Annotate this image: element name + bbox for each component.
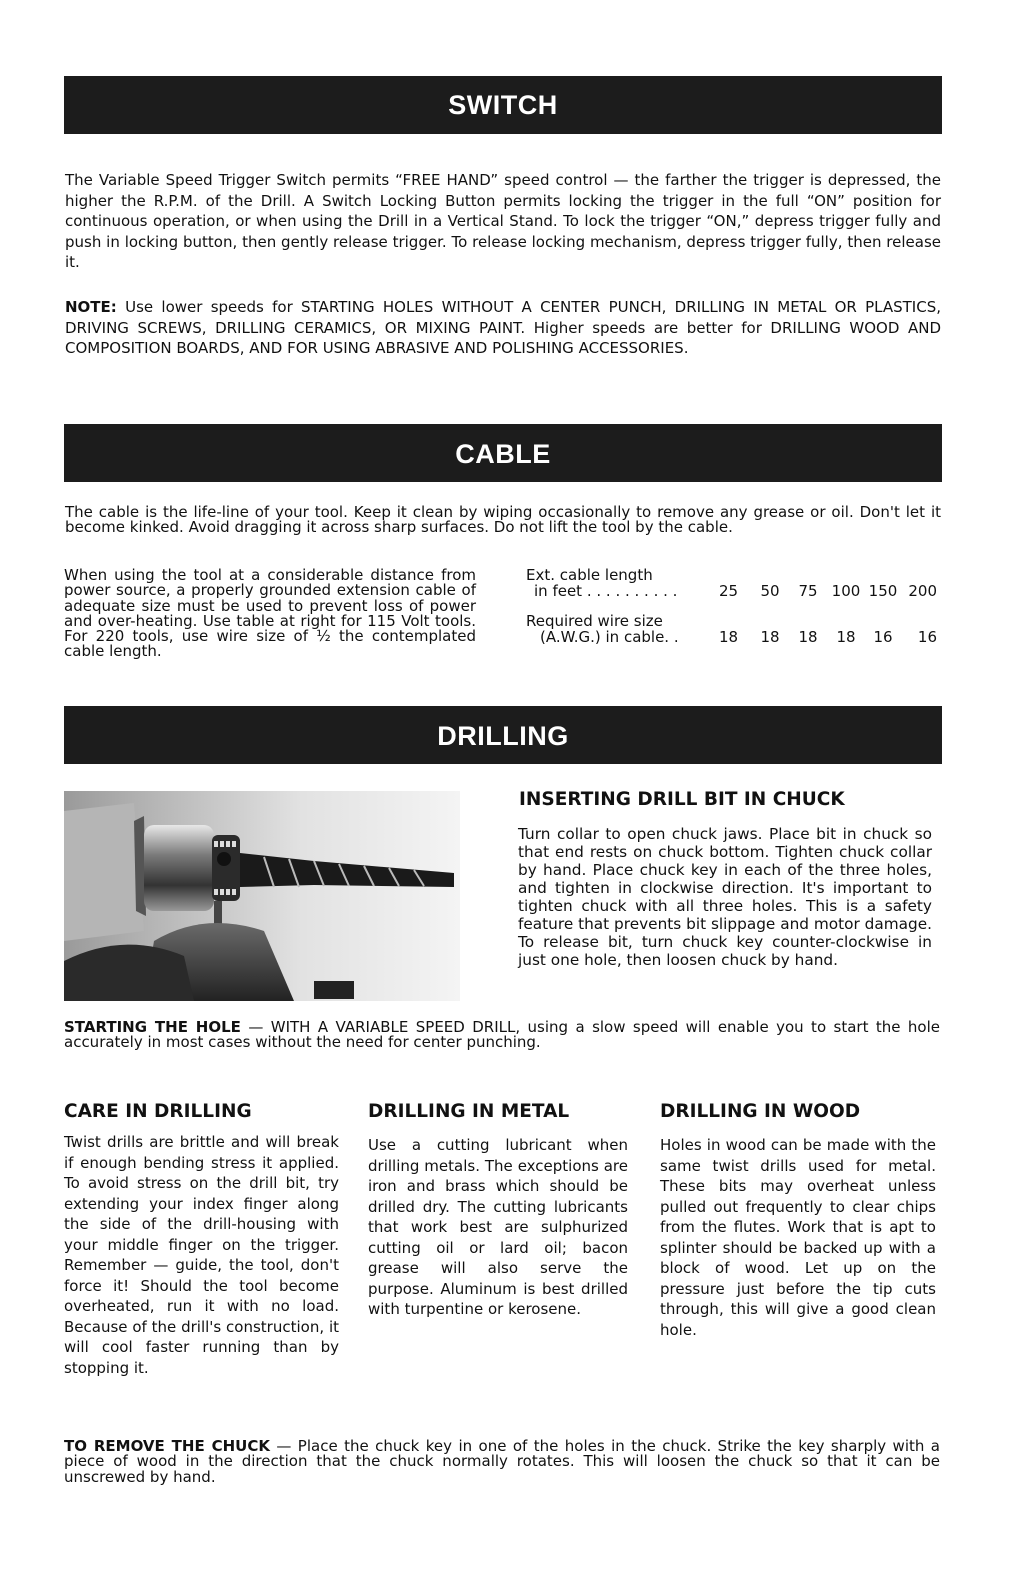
starting-label: STARTING THE HOLE [64, 1018, 241, 1036]
drill-chuck-photo [64, 791, 460, 1001]
row1-value: 200 [908, 581, 937, 600]
drill-chuck-illustration [64, 791, 460, 1001]
remove-chuck-label: TO REMOVE THE CHUCK [64, 1437, 270, 1455]
row2-value: 18 [836, 627, 856, 646]
drilling-heading-banner [64, 706, 942, 764]
cable-intro: The cable is the life-line of your tool. Keep it clean by wiping occasionally to remove any grease or oil. Don't let it become kinked. Avoid dragging it across sharp surfaces. Do not lift the tool by the cable. [65, 503, 941, 537]
row2-value: 18 [719, 627, 739, 646]
row2-value: 16 [917, 627, 937, 646]
row1-value: 75 [798, 581, 818, 600]
cable-heading-banner [64, 424, 942, 482]
row1-label-b: in feet . . . . . . . . . . [534, 581, 678, 600]
inserting-bit-text: Turn collar to open chuck jaws. Place bit in chuck so that end rests on chuck bottom. Tighten chuck collar by hand. Place chuck key in each of the three holes, and tighten in clockwise direction. It's important to tighten chuck with all three holes. This is a safety feature that prevents bit slippage and motor damage. To release bit, turn chuck key counter-clockwise in just one hole, then loosen chuck by hand. [518, 825, 932, 969]
row2-label-a: Required wire size [526, 612, 663, 630]
remove-chuck-text: — Place the chuck key in one of the holes in the chuck. Strike the key sharply with a piece of wood in the direction that the chuck normally rotates. This will loosen the chuck so that it can be unscrewed by hand. [64, 1437, 941, 1486]
remove-chuck [64, 1439, 940, 1485]
row1-value: 100 [831, 581, 861, 600]
care-title: CARE IN DRILLING [64, 1101, 252, 1122]
switch-paragraph: The Variable Speed Trigger Switch permits “FREE HAND” speed control — the farther the trigger is depressed, the higher the R.P.M. of the Drill. A Switch Locking Button permits locking the trigger in the full “ON” position for continuous operation, or when using the Drill in a Vertical Stand. To lock the trigger “ON,” depress trigger fully and push in locking button, then gently release trigger. To release locking mechanism, depress trigger fully, then release it. [65, 171, 941, 272]
row2-value: 16 [873, 627, 893, 646]
row1-value: 150 [868, 581, 898, 600]
wood-title: DRILLING IN WOOD [660, 1101, 861, 1122]
row1-value: 50 [760, 581, 780, 600]
starting-the-hole [64, 1020, 940, 1051]
cable-left-text: When using the tool at a considerable distance from power source, a properly grounded extension cable of adequate size must be used to prevent loss of power and over-heating. Use table at right for 115 Volt tools. For 220 tools, use wire size of ½ the contemplated cable length. [64, 566, 476, 661]
row1-label-a: Ext. cable length [526, 566, 653, 584]
metal-text: Use a cutting lubricant when drilling metals. The exceptions are iron and brass which should be drilled dry. The cutting lubricants that work best are sulphurized cutting oil or lard oil; bacon grease will also serve the purpose. Aluminum is best drilled with turpentine or kerosene. [368, 1136, 628, 1318]
row2-value: 18 [760, 627, 780, 646]
starting-text: — WITH A VARIABLE SPEED DRILL, using a slow speed will enable you to start the hole accurately in most cases without the need for center punching. [64, 1018, 940, 1052]
row1-value: 25 [719, 581, 739, 600]
switch-note [65, 297, 941, 359]
wood-text: Holes in wood can be made with the same twist drills used for metal. These bits may overheat unless pulled out frequently to clear chips from the flutes. Work that is apt to splinter should be backed up with a block of wood. Let up on the pressure just before the tip cuts through, this will give a good clean hole. [660, 1136, 936, 1339]
switch-heading: SWITCH [448, 90, 558, 120]
drilling-heading: DRILLING [437, 721, 569, 751]
inserting-bit-title: INSERTING DRILL BIT IN CHUCK [519, 789, 845, 810]
metal-title: DRILLING IN METAL [368, 1101, 570, 1122]
care-text: Twist drills are brittle and will break if enough bending stress it applied. To avoid stress on the drill bit, try extending your index finger along the side of the drill-housing with your middle finger on the trigger. Remember — guide, the tool, don't force it! Should the tool become overheated, run it with no load. Because of the drill's construction, it will cool faster running than by stopping it. [64, 1133, 339, 1377]
extension-cable-table [526, 568, 937, 645]
note-label: NOTE: [65, 298, 117, 316]
note-text: Use lower speeds for STARTING HOLES WITHOUT A CENTER PUNCH, DRILLING IN METAL OR PLASTICS, DRIVING SCREWS, DRILLING CERAMICS, OR MIXING PAINT. Higher speeds are better for DRILLING WOOD AND COMPOSITION BOARDS, AND FOR USING ABRASIVE AND POLISHING ACCESSORIES. [65, 298, 941, 358]
cable-heading: CABLE [455, 439, 551, 469]
switch-heading-banner [64, 76, 942, 134]
row2-label-b: (A.W.G.) in cable. . [540, 627, 679, 646]
row2-value: 18 [798, 627, 818, 646]
